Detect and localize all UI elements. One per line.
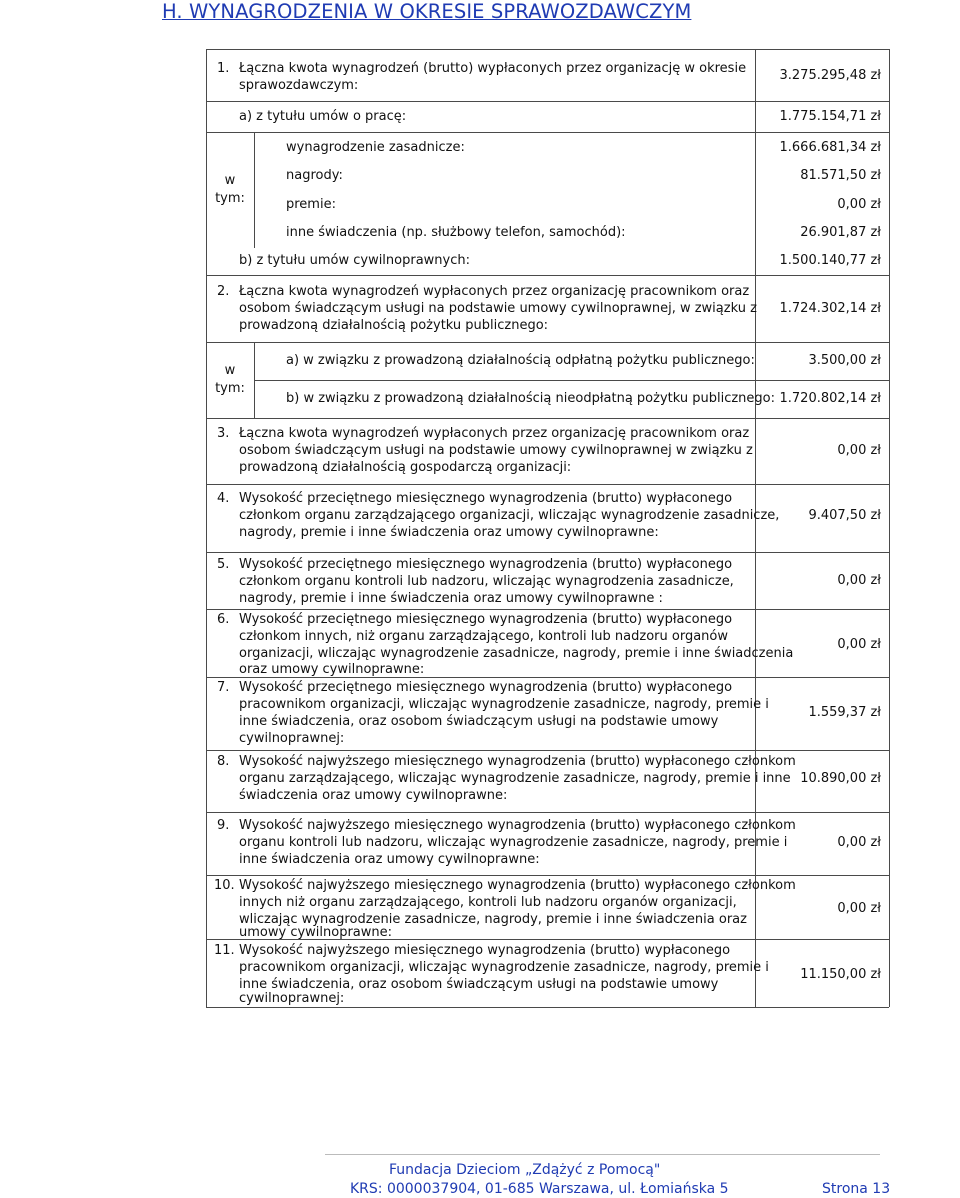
w-tym-2-line-2: tym: [215,380,245,396]
item-8-number: 8. [217,754,230,769]
item-4-amount: 9.407,50 zł [808,508,881,523]
item-2-number: 2. [217,284,230,299]
item-6-text-line-1: Wysokość przeciętnego miesięcznego wynagrodzenia (brutto) wypłaconego [239,612,733,627]
breakdown-label-other-benefits: inne świadczenia (np. służbowy telefon, samochód): [286,225,626,240]
item-11-number: 11. [214,943,235,958]
item-1b-amount: 1.500.140,77 zł [779,253,881,268]
item-1a-label: a) z tytułu umów o pracę: [239,109,407,124]
item-6-text-line-4: oraz umowy cywilnoprawne: [239,662,425,677]
item-3-text-line-1: Łączna kwota wynagrodzeń wypłaconych przez organizację pracownikom oraz [239,426,750,441]
breakdown-amount-salary: 1.666.681,34 zł [779,140,881,155]
item-10-number: 10. [214,878,235,893]
item-11-text-line-1: Wysokość najwyższego miesięcznego wynagrodzenia (brutto) wypłaconego [239,943,731,958]
item-6-number: 6. [217,612,230,627]
item-4-number: 4. [217,491,230,506]
item-1-text-line-1: Łączna kwota wynagrodzeń (brutto) wypłaconych przez organizację w okresie [239,61,747,76]
w-tym-1-line-1: w [224,173,236,188]
item-10-text-line-4: umowy cywilnoprawne: [239,925,393,940]
item-9-text-line-3: inne świadczenia oraz umowy cywilnoprawne: [239,852,540,867]
item-2-text-line-3: prowadzoną działalnością pożytku publicznego: [239,318,549,333]
item-8-text-line-3: świadczenia oraz umowy cywilnoprawne: [239,788,508,803]
item-10-text-line-2: innych niż organu zarządzającego, kontroli lub nadzoru organów organizacji, [239,895,737,910]
item-4-text-line-2: członkom organu zarządzającego organizacji, wliczając wynagrodzenie zasadnicze, [239,508,780,523]
footer-organization: Fundacja Dzieciom „Zdążyć z Pomocą" [389,1162,661,1178]
breakdown-amount-bonuses: 0,00 zł [837,197,881,212]
item-11-text-line-4: cywilnoprawnej: [239,991,345,1006]
item-7-amount: 1.559,37 zł [808,705,881,720]
item-1-text-line-2: sprawozdawczym: [239,78,359,93]
item-5-text-line-3: nagrody, premie i inne świadczenia oraz umowy cywilnoprawne : [239,591,663,606]
item-3-text-line-3: prowadzoną działalnością gospodarczą organizacji: [239,460,572,475]
item-10-amount: 0,00 zł [837,901,881,916]
item-1-number: 1. [217,61,230,76]
footer-address: KRS: 0000037904, 01-685 Warszawa, ul. Łomiańska 5 [350,1181,729,1197]
item-9-text-line-1: Wysokość najwyższego miesięcznego wynagrodzenia (brutto) wypłaconego członkom [239,818,796,833]
item-5-number: 5. [217,557,230,572]
item-11-text-line-2: pracownikom organizacji, wliczając wynagrodzenie zasadnicze, nagrody, premie i [239,960,769,975]
breakdown-label-bonuses: premie: [286,197,336,212]
item-7-text-line-3: inne świadczenia, oraz osobom świadczącym usługi na podstawie umowy [239,714,719,729]
item-4-text-line-3: nagrody, premie i inne świadczenia oraz umowy cywilnoprawne: [239,525,659,540]
item-3-text-line-2: osobom świadczącym usługi na podstawie umowy cywilnoprawnej w związku z [239,443,753,458]
breakdown-amount-other-benefits: 26.901,87 zł [800,225,881,240]
item-2a-amount: 3.500,00 zł [808,353,881,368]
item-8-amount: 10.890,00 zł [800,771,881,786]
item-8-text-line-2: organu zarządzającego, wliczając wynagrodzenie zasadnicze, nagrody, premie i inne [239,771,791,786]
item-6-amount: 0,00 zł [837,637,881,652]
item-2-text-line-1: Łączna kwota wynagrodzeń wypłaconych przez organizację pracownikom oraz [239,284,750,299]
breakdown-amount-awards: 81.571,50 zł [800,168,881,183]
item-7-text-line-2: pracownikom organizacji, wliczając wynagrodzenie zasadnicze, nagrody, premie i [239,697,769,712]
item-11-text-line-3: inne świadczenia, oraz osobom świadczącym usługi na podstawie umowy [239,977,719,992]
breakdown-label-salary: wynagrodzenie zasadnicze: [286,140,465,155]
w-tym-label-1 [206,172,254,207]
item-7-text-line-4: cywilnoprawnej: [239,731,345,746]
item-2b-amount: 1.720.802,14 zł [779,391,881,406]
item-1b-label: b) z tytułu umów cywilnoprawnych: [239,253,471,268]
item-9-amount: 0,00 zł [837,835,881,850]
item-2-amount: 1.724.302,14 zł [779,301,881,316]
item-8-text-line-1: Wysokość najwyższego miesięcznego wynagrodzenia (brutto) wypłaconego członkom [239,754,796,769]
footer-page-number: Strona 13 [822,1181,891,1197]
w-tym-2-line-1: w [224,363,236,378]
item-5-text-line-2: członkom organu kontroli lub nadzoru, wliczając wynagrodzenia zasadnicze, [239,574,734,589]
item-2b-label: b) w związku z prowadzoną działalnością nieodpłatną pożytku publicznego: [286,391,775,406]
item-1a-amount: 1.775.154,71 zł [779,109,881,124]
breakdown-label-awards: nagrody: [286,168,343,183]
item-5-text-line-1: Wysokość przeciętnego miesięcznego wynagrodzenia (brutto) wypłaconego [239,557,733,572]
section-heading: H. WYNAGRODZENIA W OKRESIE SPRAWOZDAWCZYM [162,0,692,23]
w-tym-1-line-2: tym: [215,190,245,206]
item-10-text-line-3: wliczając wynagrodzenie zasadnicze, nagrody, premie i inne świadczenia oraz [239,912,747,927]
item-2-text-line-2: osobom świadczącym usługi na podstawie umowy cywilnoprawnej, w związku z [239,301,757,316]
footer-divider [325,1154,880,1155]
item-7-number: 7. [217,680,230,695]
item-1-amount: 3.275.295,48 zł [779,68,881,83]
w-tym-label-2 [206,362,254,397]
item-7-text-line-1: Wysokość przeciętnego miesięcznego wynagrodzenia (brutto) wypłaconego [239,680,733,695]
item-10-text-line-1: Wysokość najwyższego miesięcznego wynagrodzenia (brutto) wypłaconego członkom [239,878,796,893]
item-6-text-line-3: organizacji, wliczając wynagrodzenie zasadnicze, nagrody, premie i inne świadczenia [239,646,794,661]
item-11-amount: 11.150,00 zł [800,967,881,982]
item-9-number: 9. [217,818,230,833]
item-6-text-line-2: członkom innych, niż organu zarządzającego, kontroli lub nadzoru organów [239,629,728,644]
item-2a-label: a) w związku z prowadzoną działalnością odpłatną pożytku publicznego: [286,353,755,368]
item-3-amount: 0,00 zł [837,443,881,458]
item-3-number: 3. [217,426,230,441]
item-5-amount: 0,00 zł [837,573,881,588]
item-9-text-line-2: organu kontroli lub nadzoru, wliczając wynagrodzenie zasadnicze, nagrody, premie i [239,835,788,850]
item-4-text-line-1: Wysokość przeciętnego miesięcznego wynagrodzenia (brutto) wypłaconego [239,491,733,506]
